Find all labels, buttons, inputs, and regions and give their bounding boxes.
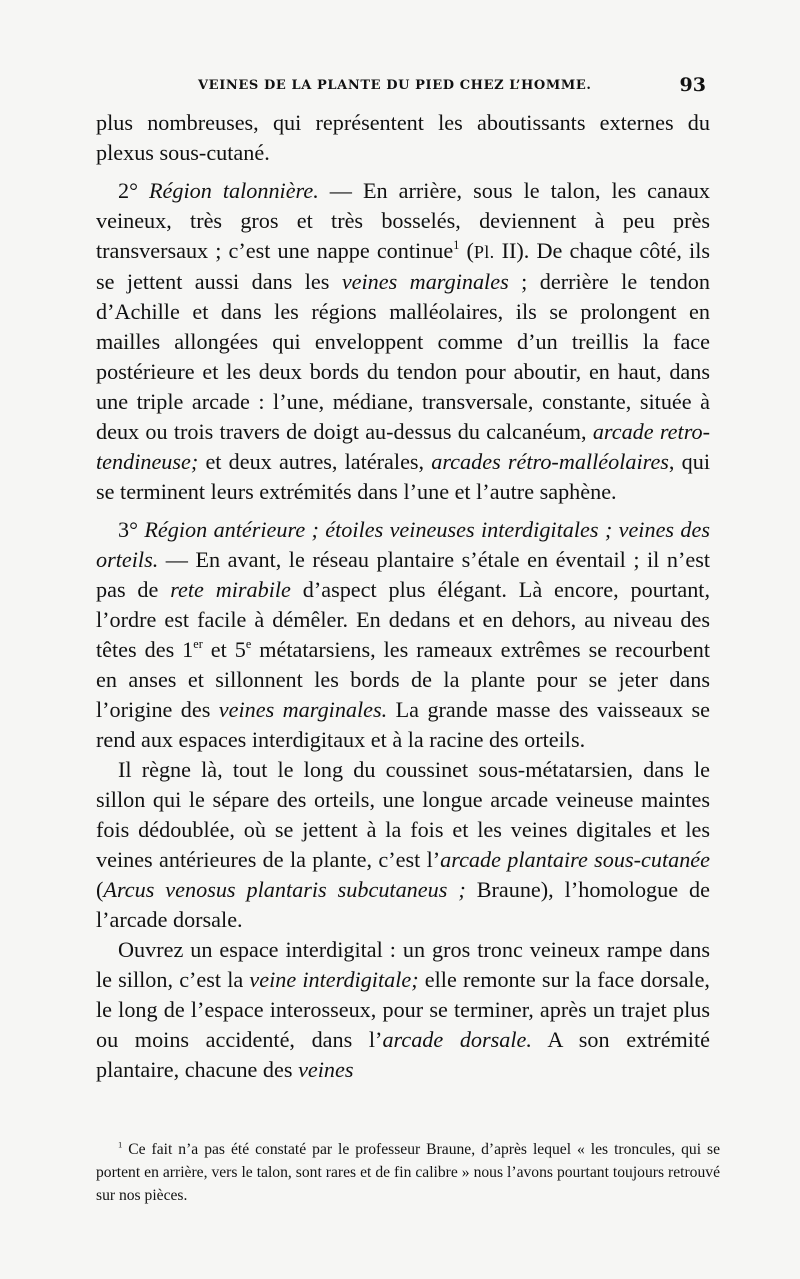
p2-term-arcades-retro-malleolaires: arcades rétro-malléolaires — [431, 449, 669, 474]
paragraph-4 — [96, 755, 710, 935]
p3-text-b: d’aspect plus élégant. Là encore, pourtant, l’ordre est facile à démêler. En dedans et en dehors, au niveau des têtes des 1 — [96, 577, 710, 662]
p2-text-c: II). De chaque côté, ils se jettent aussi dans les — [96, 238, 711, 294]
p5-text-c: A son extrémité plantaire, chacune des — [96, 1027, 710, 1082]
p2-text-d: ; derrière le tendon d’Achille et dans les régions malléolaires, ils se prolongent en mailles allongées qui enveloppent comme d’un treillis la face postérieure et les deux bords du tendon pour aboutir, en haut, dans une triple arcade : l’une, médiane, transversale, constante, située à deux ou trois travers de doigt au-dessus du calcanéum, — [96, 269, 710, 444]
p3-text-a: — En avant, le réseau plantaire s’étale en éventail ; il n’est pas de — [96, 547, 710, 602]
p5-term-arcade-dorsale: arcade dorsale. — [382, 1027, 532, 1052]
p3-sup-er: er — [193, 636, 203, 651]
p2-term-veines-marginales: veines marginales — [341, 269, 509, 294]
p2-text-e: et deux autres, latérales, — [198, 449, 432, 474]
p2-number: 2° — [118, 178, 149, 203]
p4-text-b: ( — [96, 877, 104, 902]
paragraph-1 — [96, 108, 710, 168]
page-number: 93 — [679, 74, 706, 96]
p3-text-d: métatarsiens, les rameaux extrêmes se recourbent en anses et sillonnent les bords de la plante pour se jeter dans l’origine des — [96, 637, 710, 722]
p5-term-veines: veines — [298, 1057, 354, 1082]
p5-text-a: Ouvrez un espace interdigital : un gros tronc veineux rampe dans le sillon, c’est la — [96, 937, 710, 992]
p3-heading: Région antérieure ; étoiles veineuses interdigitales ; veines des orteils. — [96, 517, 710, 572]
paragraph-3 — [96, 515, 710, 755]
p2-text-b: ( — [459, 238, 474, 263]
p2-text-a: — En arrière, sous le talon, les canaux veineux, très gros et très bosselés, deviennent à peu près transversaux ; c’est une nappe continue — [96, 178, 711, 263]
footnote — [96, 1138, 720, 1207]
footnote-marker: 1 — [118, 1139, 123, 1150]
p3-text-c: et 5 — [202, 637, 246, 662]
paragraph-5 — [96, 935, 710, 1085]
footnote-ref: 1 — [453, 237, 460, 252]
paragraph-2 — [96, 176, 710, 507]
plate-ref: Pl. — [473, 242, 495, 262]
footnote-text — [96, 1138, 720, 1207]
p4-term-arcade-plantaire: arcade plantaire sous-cutanée — [440, 847, 710, 872]
p2-text-f: , qui se terminent leurs extrémités dans l’une et l’autre saphène. — [96, 449, 710, 504]
body-text — [96, 108, 710, 1085]
p3-term-rete-mirabile: rete mirabile — [170, 577, 291, 602]
running-title: VEINES DE LA PLANTE DU PIED CHEZ L’HOMME. — [198, 78, 592, 93]
p4-text-a: Il règne là, tout le long du coussinet sous-métatarsien, dans le sillon qui le sépare des orteils, une longue arcade veineuse maintes fois dédoublée, où se jettent à la fois et les veines digitales et les veines antérieures de la plante, c’est l’ — [96, 757, 710, 872]
page-header — [96, 74, 710, 104]
p3-term-veines-marginales: veines marginales. — [218, 697, 388, 722]
p3-number: 3° — [118, 517, 145, 542]
p2-heading: Région talonnière. — [148, 178, 319, 203]
p5-text-b: elle remonte sur la face dorsale, le long de l’espace interosseux, pour se terminer, après un trajet plus ou moins accidenté, dans l’ — [96, 967, 710, 1052]
p5-term-veine-interdigitale: veine interdigitale; — [249, 967, 419, 992]
p3-text-e: La grande masse des vaisseaux se rend aux espaces interdigitaux et à la racine des orteils. — [96, 697, 710, 752]
p3-sup-e: e — [245, 636, 252, 651]
p2-term-arcade-retro-tendineuse: arcade retro-tendineuse; — [96, 419, 710, 474]
p1-text: plus nombreuses, qui représentent les aboutissants externes du plexus sous-cutané. — [96, 110, 710, 165]
p4-text-c: Braune), l’homologue de l’arcade dorsale. — [96, 877, 710, 932]
p4-term-arcus-venosus: Arcus venosus plantaris subcutaneus ; — [103, 877, 466, 902]
footnote-body: Ce fait n’a pas été constaté par le professeur Braune, d’après lequel « les troncules, qui se portent en arrière, vers le talon, sont rares et de fin calibre » nous l’avons pourtant toujours retrouvé sur nos pièces. — [96, 1141, 720, 1204]
